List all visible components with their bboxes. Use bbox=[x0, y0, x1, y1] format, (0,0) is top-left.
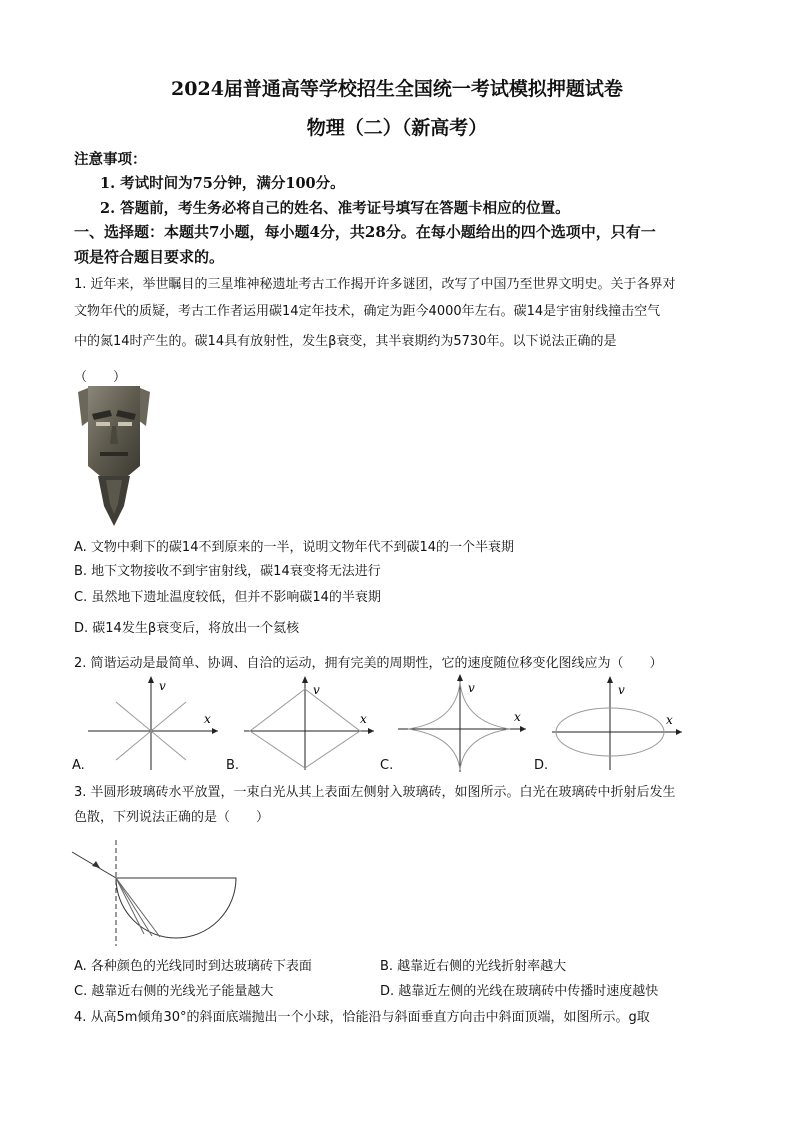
q3-line-1: 3. 半圆形玻璃砖水平放置，一束白光从其上表面左侧射入玻璃砖，如图所示。白光在玻璃砖中折射后发生 bbox=[74, 785, 676, 800]
svg-text:v: v bbox=[618, 683, 625, 697]
q3-option-c: C. 越靠近右侧的光线光子能量越大 bbox=[74, 984, 274, 999]
q2-graph-b bbox=[244, 674, 376, 774]
q1-option-d: D. 碳14发生β衰变后，将放出一个氦核 bbox=[74, 621, 300, 636]
q2-graph-c bbox=[398, 672, 530, 774]
q1-line-3: 中的氮14时产生的。碳14具有放射性，发生β衰变，其半衰期约为5730年。以下说法正确的是 bbox=[74, 334, 617, 349]
q3-option-d: D. 越靠近左侧的光线在玻璃砖中传播时速度越快 bbox=[380, 984, 659, 999]
exam-subtitle: 物理（二）（新高考） bbox=[306, 117, 488, 139]
section-heading: 一、选择题：本题共7小题，每小题4分，共28分。在每小题给出的四个选项中，只有一 bbox=[74, 223, 656, 241]
q2-label-d: D. bbox=[534, 758, 549, 773]
q2-graph-d bbox=[552, 674, 684, 774]
notice-item-2: 2. 答题前，考生务必将自己的姓名、准考证号填写在答题卡相应的位置。 bbox=[100, 200, 570, 217]
bronze-mask-image bbox=[74, 380, 154, 526]
svg-text:x: x bbox=[514, 710, 521, 724]
q1-option-c: C. 虽然地下遗址温度较低，但并不影响碳14的半衰期 bbox=[74, 590, 381, 605]
axis-v-label: v bbox=[159, 679, 166, 693]
q1-option-a: A. 文物中剩下的碳14不到原来的一半，说明文物年代不到碳14的一个半衰期 bbox=[74, 540, 515, 555]
exam-title: 2024届普通高等学校招生全国统一考试模拟押题试卷 bbox=[171, 78, 623, 100]
q2-text: 2. 简谐运动是最简单、协调、自洽的运动，拥有完美的周期性，它的速度随位移变化图线应为（ ） bbox=[74, 656, 663, 671]
q1-option-b: B. 地下文物接收不到宇宙射线，碳14衰变将无法进行 bbox=[74, 564, 381, 579]
q3-glass-diagram bbox=[70, 836, 240, 948]
q2-label-c: C. bbox=[380, 758, 394, 773]
q1-line-1: 1. 近年来，举世瞩目的三星堆神秘遗址考古工作揭开许多谜团，改写了中国乃至世界文明史。关于各界对 bbox=[74, 277, 676, 292]
q3-line-2: 色散，下列说法正确的是（ ） bbox=[74, 810, 270, 825]
q2-label-a: A. bbox=[72, 758, 85, 773]
svg-text:x: x bbox=[360, 712, 367, 726]
notice-heading: 注意事项： bbox=[74, 151, 147, 168]
q3-option-a: A. 各种颜色的光线同时到达玻璃砖下表面 bbox=[74, 959, 312, 974]
section-heading-cont: 项是符合题目要求的。 bbox=[74, 248, 225, 266]
svg-text:x: x bbox=[666, 713, 673, 727]
svg-text:v: v bbox=[313, 683, 320, 697]
notice-item-1: 1. 考试时间为75分钟，满分100分。 bbox=[100, 175, 345, 192]
q2-label-b: B. bbox=[226, 758, 240, 773]
svg-text:v: v bbox=[468, 681, 475, 695]
q2-graph-a bbox=[88, 674, 220, 774]
q1-line-4: （ ） bbox=[74, 370, 127, 385]
axis-x-label: x bbox=[204, 712, 211, 726]
q4-text: 4. 从高5m倾角30°的斜面底端抛出一个小球，恰能沿与斜面垂直方向击中斜面顶端，如图所示。g取 bbox=[74, 1010, 650, 1025]
q1-line-2: 文物年代的质疑，考古工作者运用碳14定年技术，确定为距今4000年左右。碳14是宇宙射线撞击空气 bbox=[74, 304, 661, 319]
q3-option-b: B. 越靠近右侧的光线折射率越大 bbox=[380, 959, 567, 974]
